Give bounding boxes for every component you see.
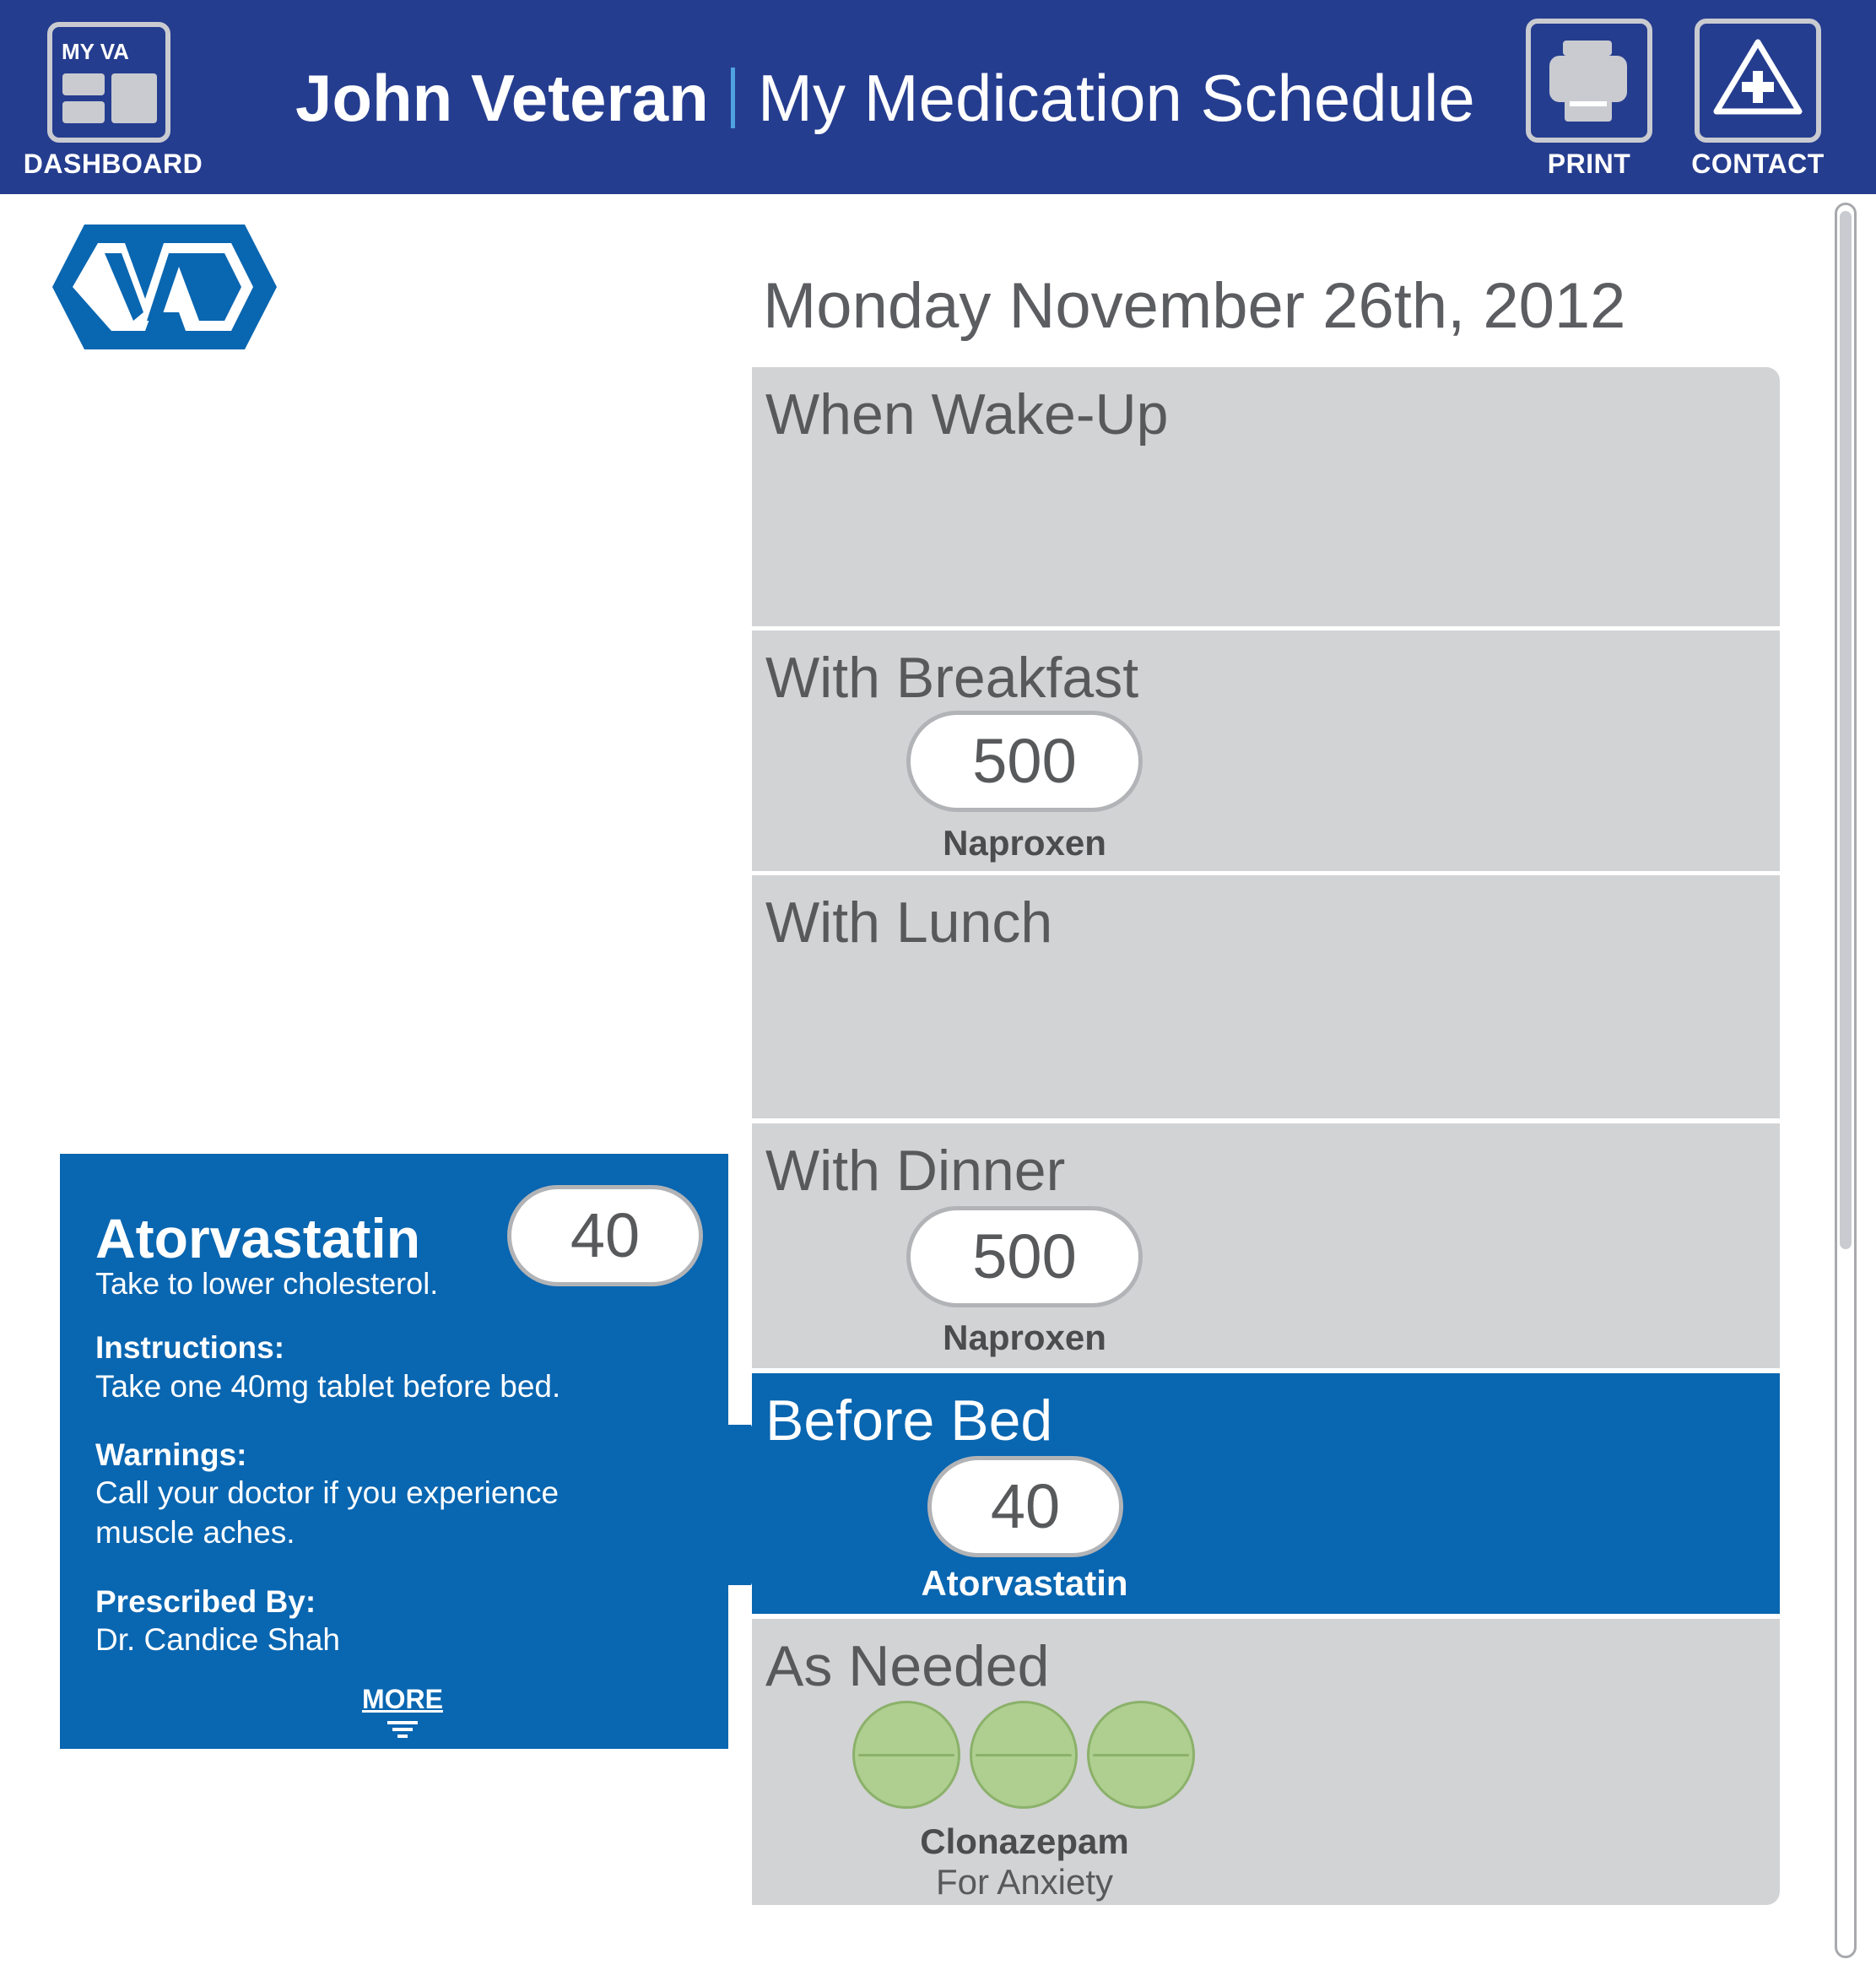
app-header [0, 0, 1876, 194]
user-name: John Veteran [295, 61, 709, 135]
slot-title: Before Bed [765, 1388, 1053, 1453]
medication-detail-panel [60, 1154, 728, 1749]
dashboard-button[interactable] [47, 22, 170, 143]
med-purpose: For Anxiety [935, 1862, 1114, 1902]
pill-dose-badge[interactable]: 500 [906, 1206, 1143, 1307]
green-pill-icon[interactable] [1087, 1701, 1195, 1809]
more-button[interactable] [352, 1684, 453, 1715]
warnings-text-line2: muscle aches. [95, 1515, 295, 1550]
contact-button[interactable] [1695, 19, 1821, 143]
print-label[interactable]: PRINT [1547, 149, 1631, 179]
print-button[interactable] [1526, 19, 1652, 143]
slot-title: With Breakfast [765, 646, 1139, 710]
slot-as-needed[interactable] [752, 1619, 1780, 1905]
medication-schedule [752, 367, 1780, 1905]
schedule-date: Monday November 26th, 2012 [763, 270, 1626, 342]
warnings-text-line1: Call your doctor if you experience [95, 1475, 560, 1510]
dashboard-button-title: MY VA [62, 39, 129, 64]
pill-dose-badge[interactable]: 500 [906, 711, 1143, 812]
instructions-text: Take one 40mg tablet before bed. [95, 1369, 561, 1404]
slot-wake-up[interactable] [752, 367, 1780, 626]
va-logo [51, 218, 278, 356]
slot-title: When Wake-Up [765, 382, 1169, 446]
slot-before-bed[interactable] [752, 1373, 1780, 1614]
prescriber-name: Dr. Candice Shah [95, 1622, 341, 1657]
more-label: MORE [362, 1684, 443, 1714]
green-pill-icon[interactable] [970, 1701, 1078, 1809]
slot-title: With Dinner [765, 1139, 1066, 1203]
detail-med-name: Atorvastatin [95, 1207, 421, 1269]
slot-title: With Lunch [765, 890, 1053, 955]
pill-dose-badge[interactable]: 40 [927, 1456, 1123, 1557]
slot-lunch[interactable] [752, 875, 1780, 1118]
page-title: My Medication Schedule [758, 61, 1475, 135]
contact-cross-icon [1700, 24, 1816, 138]
slot-dinner[interactable] [752, 1123, 1780, 1368]
med-name: Atorvastatin [921, 1563, 1128, 1603]
warnings-label: Warnings: [95, 1437, 247, 1472]
green-pill-icon[interactable] [852, 1701, 960, 1809]
detail-purpose: Take to lower cholesterol. [95, 1266, 439, 1301]
med-name: Naproxen [943, 1318, 1106, 1357]
scrollbar-thumb[interactable] [1840, 211, 1852, 1249]
detail-pill-dose-badge: 40 [507, 1185, 703, 1286]
dashboard-label[interactable]: DASHBOARD [23, 149, 203, 179]
detail-pointer-arrow [726, 1425, 793, 1585]
prescribed-by-label: Prescribed By: [95, 1584, 316, 1619]
slot-breakfast[interactable] [752, 631, 1780, 871]
med-name: Naproxen [943, 823, 1106, 863]
more-chevron-icon [386, 1719, 419, 1740]
title-divider [731, 68, 735, 128]
med-name: Clonazepam [920, 1821, 1129, 1861]
printer-icon [1531, 24, 1647, 138]
slot-title: As Needed [765, 1634, 1050, 1698]
instructions-label: Instructions: [95, 1330, 285, 1365]
contact-label[interactable]: CONTACT [1691, 149, 1825, 179]
